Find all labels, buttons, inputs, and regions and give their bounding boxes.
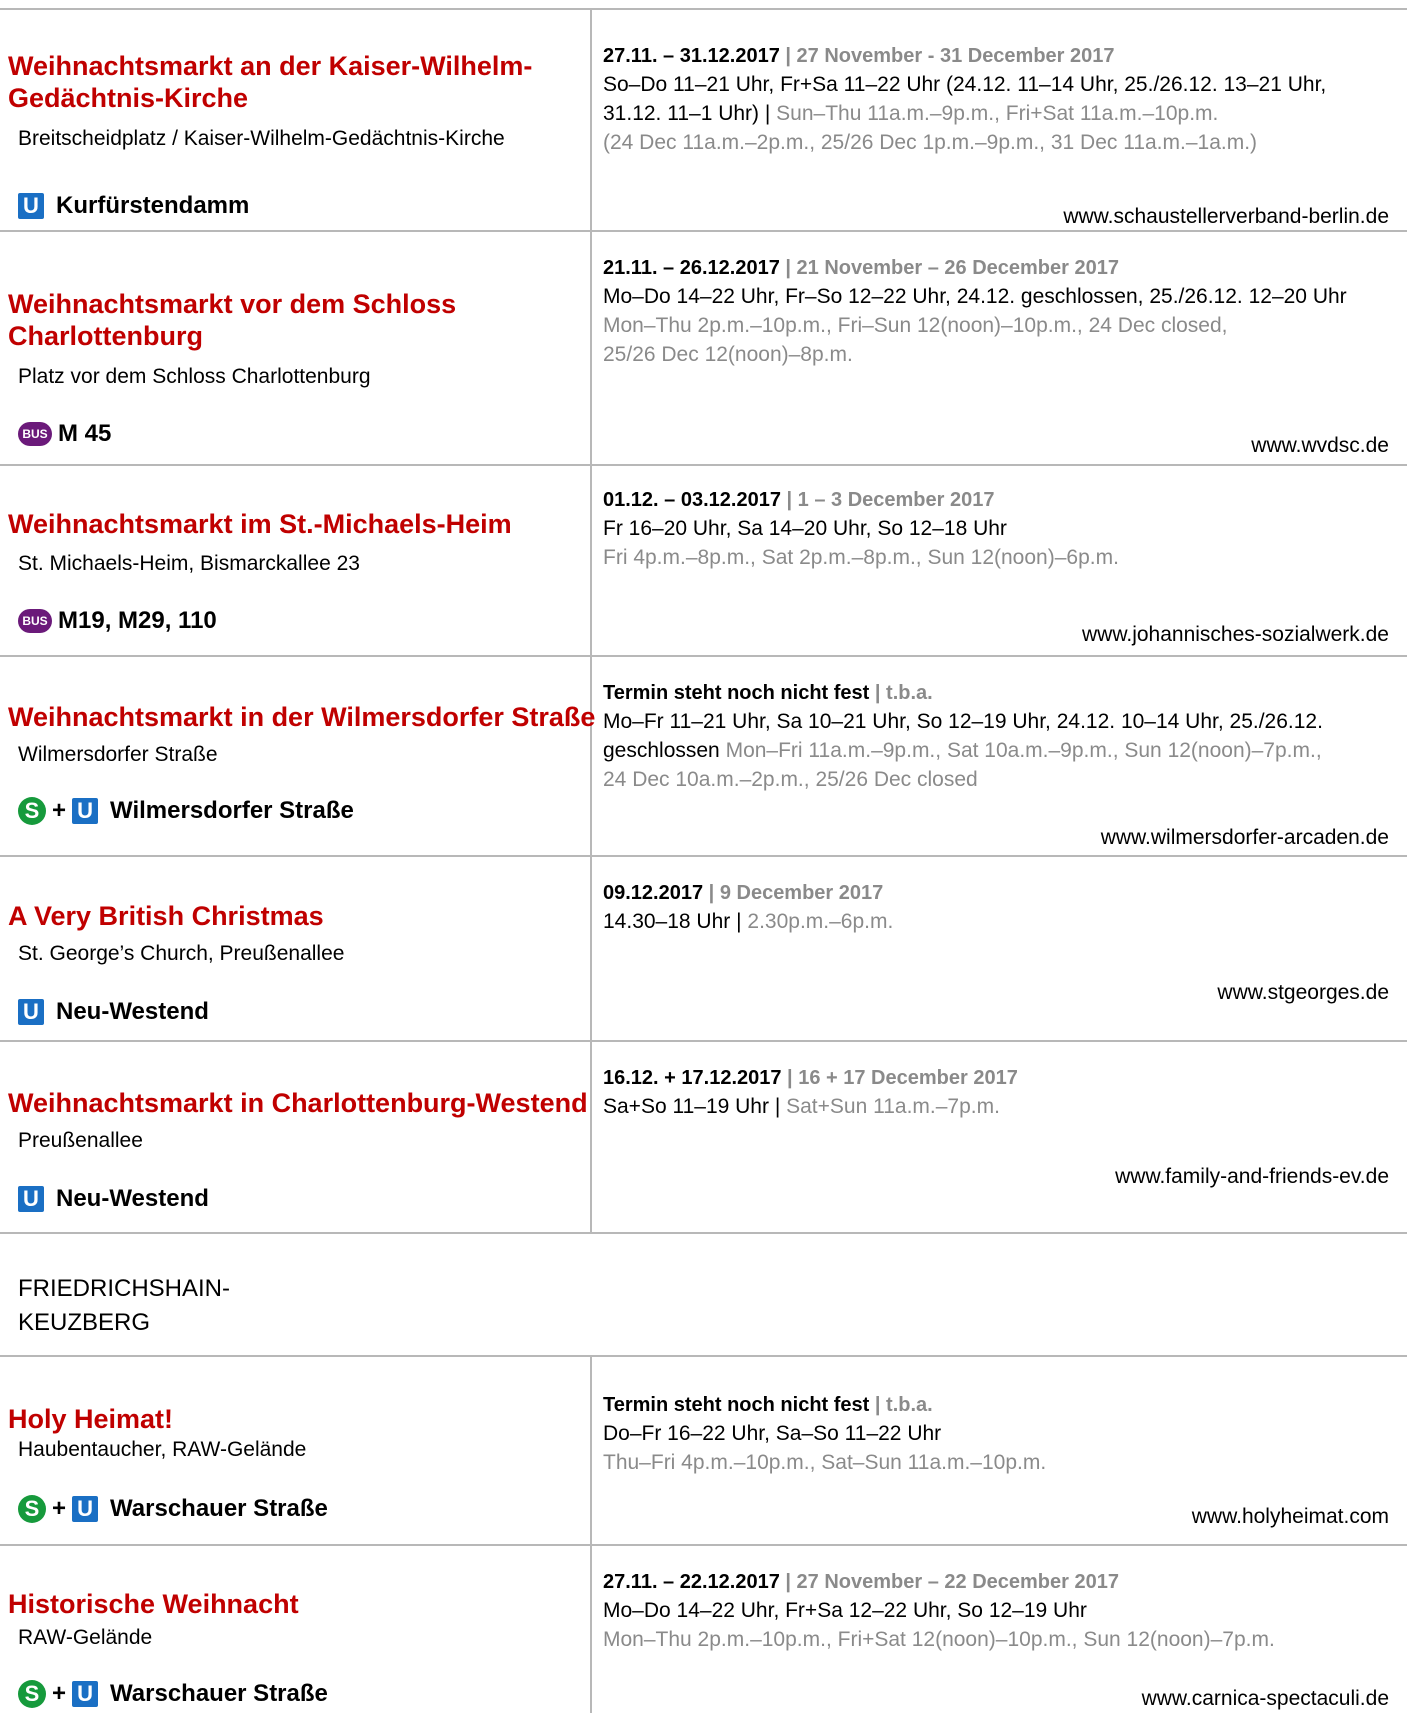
transit-station: Kurfürstendamm bbox=[56, 192, 250, 219]
market-address: Wilmersdorfer Straße bbox=[18, 743, 218, 766]
dates-german: 27.11. – 22.12.2017 bbox=[603, 1571, 780, 1593]
market-details bbox=[603, 1391, 1403, 1477]
hours-german: Mo–Do 14–22 Uhr, Fr–So 12–22 Uhr, 24.12. geschlossen, 25./26.12. 12–20 Uhr bbox=[603, 285, 1347, 308]
hours-english: 25/26 Dec 12(noon)–8p.m. bbox=[603, 343, 853, 366]
market-hours bbox=[603, 282, 1403, 369]
s-bahn-icon: S bbox=[18, 797, 46, 825]
transit-line: M 45 bbox=[58, 420, 112, 447]
market-title bbox=[8, 508, 512, 540]
transit-line: M19, M29, 110 bbox=[58, 607, 217, 634]
s-bahn-icon: S bbox=[18, 1495, 46, 1523]
hours-german: Mo–Do 14–22 Uhr, Fr+Sa 12–22 Uhr, So 12–19 Uhr bbox=[603, 1599, 1087, 1622]
hours-german: Mo–Fr 11–21 Uhr, Sa 10–21 Uhr, So 12–19 Uhr, 24.12. 10–14 Uhr, 25./26.12. bbox=[603, 710, 1323, 733]
market-details bbox=[603, 486, 1403, 572]
u-bahn-icon: U bbox=[72, 798, 98, 824]
market-website-link[interactable]: www.stgeorges.de bbox=[1217, 981, 1389, 1004]
hours-german: Do–Fr 16–22 Uhr, Sa–So 11–22 Uhr bbox=[603, 1422, 942, 1445]
market-row bbox=[0, 230, 1407, 464]
market-dates bbox=[603, 1391, 1403, 1419]
market-dates bbox=[603, 254, 1403, 282]
dates-english: | 21 November – 26 December 2017 bbox=[779, 257, 1119, 279]
dates-english: | 16 + 17 December 2017 bbox=[781, 1067, 1018, 1089]
transit-info bbox=[18, 1185, 209, 1213]
dates-english: | 1 – 3 December 2017 bbox=[780, 489, 995, 511]
hours-german: 31.12. 11–1 Uhr) | bbox=[603, 102, 777, 125]
market-address: RAW-Gelände bbox=[18, 1626, 153, 1649]
hours-german: Fr 16–20 Uhr, Sa 14–20 Uhr, So 12–18 Uhr bbox=[603, 517, 1007, 540]
market-row bbox=[0, 1355, 1407, 1544]
hours-english: Mon–Thu 2p.m.–10p.m., Fri–Sun 12(noon)–10p.m., 24 Dec closed, bbox=[603, 314, 1228, 337]
dates-english: | 27 November – 22 December 2017 bbox=[779, 1571, 1119, 1593]
hours-english: Sat+Sun 11a.m.–7p.m. bbox=[786, 1095, 1000, 1118]
u-bahn-icon: U bbox=[18, 193, 44, 219]
market-details bbox=[603, 679, 1403, 794]
market-address: St. George’s Church, Preußenallee bbox=[18, 942, 345, 965]
market-website-link[interactable]: www.johannisches-sozialwerk.de bbox=[1082, 623, 1389, 646]
market-dates bbox=[603, 879, 1403, 907]
market-title bbox=[8, 701, 595, 733]
market-hours bbox=[603, 707, 1403, 794]
market-website-link[interactable]: www.carnica-spectaculi.de bbox=[1141, 1687, 1389, 1710]
market-title-line: Weihnachtsmarkt an der Kaiser-Wilhelm- bbox=[8, 51, 533, 81]
market-address: Breitscheidplatz / Kaiser-Wilhelm-Gedächtnis-Kirche bbox=[18, 127, 505, 150]
transit-station: Wilmersdorfer Straße bbox=[110, 797, 354, 824]
transit-station: Warschauer Straße bbox=[110, 1495, 328, 1522]
hours-line bbox=[603, 1092, 1403, 1121]
market-address: Haubentaucher, RAW-Gelände bbox=[18, 1438, 307, 1461]
market-dates bbox=[603, 1064, 1403, 1092]
transit-station: Warschauer Straße bbox=[110, 1680, 328, 1707]
bus-icon: BUS bbox=[18, 609, 52, 633]
market-details bbox=[603, 42, 1403, 157]
plus-sign: + bbox=[52, 1495, 67, 1522]
market-title-line: A Very British Christmas bbox=[8, 901, 324, 931]
transit-info bbox=[18, 192, 249, 220]
market-details bbox=[603, 879, 1403, 936]
u-bahn-icon: U bbox=[18, 999, 44, 1025]
market-address: St. Michaels-Heim, Bismarckallee 23 bbox=[18, 552, 360, 575]
market-title-line: Charlottenburg bbox=[8, 321, 203, 351]
transit-info bbox=[18, 1495, 328, 1523]
market-row bbox=[0, 1040, 1407, 1232]
hours-english: Sun–Thu 11a.m.–9p.m., Fri+Sat 11a.m.–10p.m. bbox=[776, 102, 1219, 125]
dates-english: | t.b.a. bbox=[869, 1394, 933, 1416]
market-hours bbox=[603, 514, 1403, 572]
s-bahn-icon: S bbox=[18, 1680, 46, 1708]
market-website-link[interactable]: www.wilmersdorfer-arcaden.de bbox=[1100, 826, 1389, 849]
market-title-line: Holy Heimat! bbox=[8, 1404, 174, 1434]
district-heading-line: KEUZBERG bbox=[18, 1309, 151, 1336]
market-website-link[interactable]: www.wvdsc.de bbox=[1251, 434, 1389, 457]
u-bahn-icon: U bbox=[72, 1496, 98, 1522]
dates-english: | t.b.a. bbox=[869, 682, 933, 704]
market-dates bbox=[603, 1568, 1403, 1596]
market-hours bbox=[603, 1419, 1403, 1477]
dates-german: Termin steht noch nicht fest bbox=[603, 682, 870, 704]
market-row bbox=[0, 8, 1407, 230]
market-row bbox=[0, 655, 1407, 855]
dates-english: | 27 November - 31 December 2017 bbox=[779, 45, 1115, 67]
transit-info bbox=[18, 607, 217, 635]
market-row bbox=[0, 1544, 1407, 1713]
market-address: Platz vor dem Schloss Charlottenburg bbox=[18, 365, 371, 388]
dates-german: 09.12.2017 bbox=[603, 882, 704, 904]
market-title-line: Weihnachtsmarkt im St.-Michaels-Heim bbox=[8, 509, 512, 539]
market-dates bbox=[603, 42, 1403, 70]
transit-info bbox=[18, 797, 354, 825]
transit-info bbox=[18, 1680, 328, 1708]
hours-german: Sa+So 11–19 Uhr | bbox=[603, 1095, 787, 1118]
dates-german: 21.11. – 26.12.2017 bbox=[603, 257, 780, 279]
market-hours bbox=[603, 1596, 1403, 1654]
market-hours bbox=[603, 70, 1403, 157]
district-heading bbox=[18, 1272, 230, 1340]
hours-english: Mon–Fri 11a.m.–9p.m., Sat 10a.m.–9p.m., Sun 12(noon)–7p.m., bbox=[725, 739, 1322, 762]
market-title-line: Gedächtnis-Kirche bbox=[8, 83, 249, 113]
market-title bbox=[8, 900, 324, 932]
district-heading-line: FRIEDRICHSHAIN- bbox=[18, 1275, 231, 1302]
dates-german: 27.11. – 31.12.2017 bbox=[603, 45, 780, 67]
plus-sign: + bbox=[52, 1680, 67, 1707]
market-title-line: Weihnachtsmarkt in Charlottenburg-Westend bbox=[8, 1088, 588, 1118]
dates-english: | 9 December 2017 bbox=[703, 882, 884, 904]
market-title bbox=[8, 1403, 173, 1435]
plus-sign: + bbox=[52, 797, 67, 824]
hours-line bbox=[603, 907, 1403, 936]
transit-info bbox=[18, 998, 209, 1026]
hours-english: 2.30p.m.–6p.m. bbox=[747, 910, 894, 933]
dates-german: 16.12. + 17.12.2017 bbox=[603, 1067, 782, 1089]
market-title-line: Weihnachtsmarkt vor dem Schloss bbox=[8, 289, 457, 319]
hours-line bbox=[603, 99, 1403, 128]
hours-english: (24 Dec 11a.m.–2p.m., 25/26 Dec 1p.m.–9p.m., 31 Dec 11a.m.–1a.m.) bbox=[603, 131, 1258, 154]
market-dates bbox=[603, 486, 1403, 514]
bus-icon: BUS bbox=[18, 422, 52, 446]
market-website-link[interactable]: www.family-and-friends-ev.de bbox=[1115, 1165, 1389, 1188]
market-details bbox=[603, 254, 1403, 369]
market-website-link[interactable]: www.holyheimat.com bbox=[1191, 1505, 1389, 1528]
hours-english: Fri 4p.m.–8p.m., Sat 2p.m.–8p.m., Sun 12(noon)–6p.m. bbox=[603, 546, 1119, 569]
u-bahn-icon: U bbox=[72, 1681, 98, 1707]
market-hours bbox=[603, 1092, 1403, 1121]
market-row bbox=[0, 855, 1407, 1040]
market-details bbox=[603, 1568, 1403, 1654]
hours-german: 14.30–18 Uhr | bbox=[603, 910, 748, 933]
market-hours bbox=[603, 907, 1403, 936]
market-title bbox=[8, 1588, 299, 1620]
hours-german: geschlossen bbox=[603, 739, 726, 762]
market-title bbox=[8, 1087, 588, 1119]
hours-english: 24 Dec 10a.m.–2p.m., 25/26 Dec closed bbox=[603, 768, 978, 791]
market-details bbox=[603, 1064, 1403, 1121]
row-divider bbox=[0, 1232, 1407, 1234]
hours-line bbox=[603, 736, 1403, 765]
transit-station: Neu-Westend bbox=[56, 1185, 209, 1212]
market-address: Preußenallee bbox=[18, 1129, 143, 1152]
market-dates bbox=[603, 679, 1403, 707]
hours-english: Thu–Fri 4p.m.–10p.m., Sat–Sun 11a.m.–10p.m. bbox=[603, 1451, 1047, 1474]
transit-station: Neu-Westend bbox=[56, 998, 209, 1025]
transit-info bbox=[18, 420, 111, 448]
market-website-link[interactable]: www.schaustellerverband-berlin.de bbox=[1063, 205, 1389, 228]
dates-german: Termin steht noch nicht fest bbox=[603, 1394, 870, 1416]
market-title bbox=[8, 288, 456, 352]
market-title-line: Weihnachtsmarkt in der Wilmersdorfer Straße bbox=[8, 702, 596, 732]
hours-german: So–Do 11–21 Uhr, Fr+Sa 11–22 Uhr (24.12. 11–14 Uhr, 25./26.12. 13–21 Uhr, bbox=[603, 73, 1327, 96]
dates-german: 01.12. – 03.12.2017 bbox=[603, 489, 781, 511]
market-row bbox=[0, 464, 1407, 655]
market-title-line: Historische Weihnacht bbox=[8, 1589, 299, 1619]
hours-english: Mon–Thu 2p.m.–10p.m., Fri+Sat 12(noon)–10p.m., Sun 12(noon)–7p.m. bbox=[603, 1628, 1275, 1651]
market-title bbox=[8, 50, 532, 114]
u-bahn-icon: U bbox=[18, 1186, 44, 1212]
